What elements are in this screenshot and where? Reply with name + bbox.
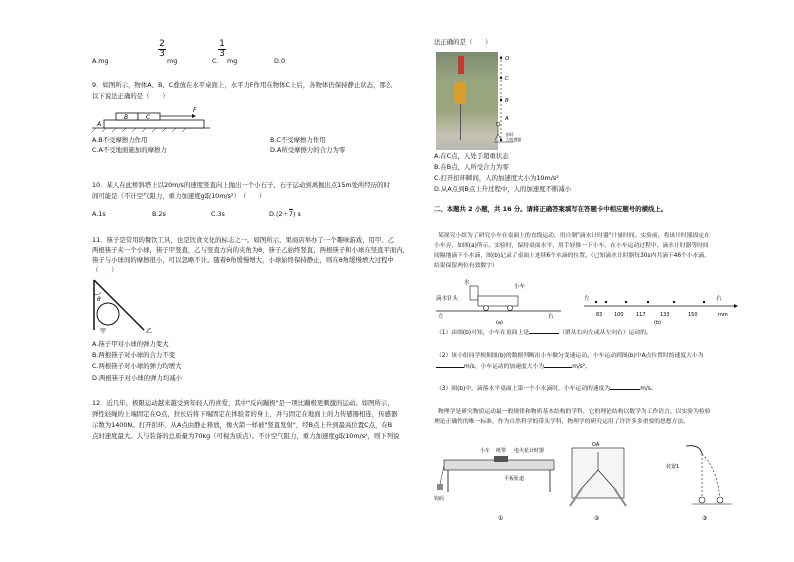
q12-position-diagram (494, 52, 554, 152)
q12-option-c: C.打开扣环瞬间，人的加速度大小为10m/s² (434, 174, 559, 182)
q8-option-c-fraction: 1 3 (219, 39, 225, 59)
drip-head-label: 滴水针头 (436, 296, 459, 302)
bungee-cord (460, 104, 461, 140)
q12-option-b: B.在B点，人所受合力为零 (434, 163, 509, 171)
car-label: 小车 (480, 448, 491, 454)
q10-option-d: D.(2＋7) s (269, 210, 301, 218)
q8-option-d: D.0 (274, 57, 286, 65)
drop-4 (673, 301, 675, 303)
q11-option-d: D.两根筷子对小球的弹力均减小 (92, 374, 183, 382)
answer-blank-1[interactable] (529, 333, 559, 334)
right-label-b: 右 (716, 296, 722, 302)
answer-blank-2[interactable] (436, 367, 464, 368)
ball (97, 303, 119, 325)
yi-label: 乙 (146, 328, 153, 334)
point-c: C (505, 76, 509, 82)
point-o: O (505, 56, 510, 62)
q8-option-c-unit: mg (227, 57, 238, 65)
tick-2: 117 (636, 312, 646, 318)
cart-body (478, 296, 518, 306)
left-column (60, 0, 425, 562)
q12-stem-line4: 点时速度最大。人与装备的总质量为70kg（可视为质点）。不计空气阻力，重力加速度g取10m/s²，则下列说 (92, 432, 400, 440)
left-label-b: 左 (584, 296, 590, 302)
right-column (434, 0, 774, 562)
cart-block (494, 456, 508, 462)
left-label: 左 (438, 314, 444, 320)
q13-stem-line3: 间隔地滴下小水滴，图(b)记录了桌面上连续6个水滴的位置。（已知滴水计时器每30s内共滴下46个小水滴， (434, 253, 711, 259)
q11-stem-line4: （ ） (92, 266, 118, 274)
right-label: 右 (548, 314, 554, 320)
fig3-caption: ③ (702, 515, 708, 522)
block-a (104, 120, 204, 128)
q10-stem-line1: 10．某人在此桥斜塔上以20m/s的速度竖直向上抛出一个小石子，石子运动到离抛出点15m处所经历的时 (92, 181, 390, 189)
q13-sub1: （1）由图(b)可知，小车在桌面上是 （填从右向左或从左向右）运动的。 (436, 330, 652, 336)
fig-a-caption: (a) (496, 320, 503, 326)
q11-stem-line3: 筷子与小球间的摩擦很小，可以忽略不计。随着θ角缓慢增大，小球始终保持静止，则在θ角缓慢增大过程中 (92, 256, 394, 264)
q13-stem-line2: 小车旁，如图(a)所示。实验时，保持桌面水平，用手轻推一下小车。在小车运动过程中，滴水计时器等时间 (434, 243, 709, 249)
sqrt-radicand: 7 (288, 210, 293, 218)
q10-option-a: A.1s (92, 210, 106, 218)
sensor-label: 力传感器 (506, 137, 522, 142)
q9-option-b: B.C不受摩擦力作用 (270, 136, 326, 144)
q13-sub2-line2: m/s，小车运动的加速度大小为 m/s²。 (436, 363, 591, 372)
q11-option-a: A.筷子甲对小球的弹力变大 (92, 340, 169, 348)
tick-3: 133 (660, 312, 670, 318)
fig1-caption: ① (498, 515, 504, 522)
q13-figure-a-cart (436, 276, 566, 326)
q11-stem-line2: 两根筷子夹一个小球，筷子甲竖直，乙与竖直方向的夹角为θ，筷子乙始终竖直，两根筷子和小球在竖直平面内， (92, 246, 410, 254)
q14-stem-line1: 物理学是研究物质运动最一般规律和物质基本结构的学科，它的理论结构以数学为工作语言，以实验为检验 (438, 409, 711, 415)
label-b: B (124, 114, 129, 121)
point-b: B (505, 98, 509, 104)
board-label: 平板轨道 (504, 476, 525, 482)
weight-label: 钩码 (434, 496, 445, 502)
tick-4: 150 (688, 312, 698, 318)
tick-1: 100 (614, 312, 624, 318)
q12-stem-line2: 弹性轻绳的上端固定在O点，拉长后将下端固定在体验者的身上，并与固定在地面上的力传感器相连，传感器 (92, 410, 398, 418)
ball-b (717, 497, 723, 503)
device-label: 装置1 (666, 464, 680, 470)
q14-figure-2-board (564, 440, 634, 524)
tape-label: 纸带 (496, 448, 507, 454)
tick-0: 83 (596, 312, 603, 318)
q11-stem-line1: 11．筷子是常用的餐饮工具，也是饮食文化的标志之一。如图所示，果商店举办了一个趣味游戏，用甲、乙 (92, 236, 395, 244)
timer-label: 电火花计时器 (514, 448, 545, 454)
drop-2 (625, 301, 627, 303)
answer-blank-3[interactable] (544, 367, 572, 368)
q12-stem-continued: 法正确的是（ ） (434, 38, 492, 46)
label-f: F (193, 107, 197, 114)
q10-option-b: B.2s (152, 210, 166, 218)
q9-option-a: A.B不受摩擦力作用 (92, 136, 148, 144)
water-label: 水 (464, 280, 470, 286)
q9-stem-line1: 9．如图所示，物体A、B、C叠放在水平桌面上，水平力F作用在物体C上后，各物体仍保持静止状态，那么 (92, 81, 393, 89)
label-c: C (146, 114, 151, 121)
jumper-figure (454, 82, 466, 104)
section-2-heading: 二、本题共 2 小题，共 16 分。请将正确答案填写在答题卡中相应题号的横线上。 (434, 205, 668, 213)
answer-blank-4[interactable] (610, 389, 640, 390)
q14-figure-1-track (434, 444, 564, 524)
q13-sub3: （3）图(b)中，滴落水平桌面上第一个小水滴时，小车运动的速度为 m/s。 (436, 386, 657, 392)
q11-option-c: C.两根筷子对小球的弹力均增大 (92, 362, 182, 370)
person-head-icon (496, 122, 500, 126)
q8-option-a: A.mg (92, 57, 109, 65)
q8-option-b-fraction: 2 3 (159, 39, 165, 59)
q13-stem-line4: 结果保留两位有效数字） (434, 263, 498, 269)
theta-label: θ (97, 296, 101, 303)
q13-stem-line1: 某探究小组为了研究小车在桌面上的直线运动，用自制"滴水计时器"计量时间。实验前，将该计时器固定在 (438, 233, 710, 239)
cart-label: 小车 (514, 284, 526, 290)
q12-stem-line3: 示数为1400N。打开扣环，从A点由静止释放，像火箭一样被"竖直发射"，经B点上升到最高位置C点，在B (92, 421, 393, 429)
q9-option-d: D.A所受摩擦力的合力为零 (270, 146, 346, 154)
q9-stacked-blocks-figure (92, 104, 212, 132)
q9-stem-line2: 以下说法正确的是（ ） (92, 92, 169, 100)
trajectory-curve (702, 454, 720, 498)
q12-option-a: A.在C点，人处于超重状态 (434, 152, 509, 160)
unit-label: mm (718, 312, 728, 318)
q8-option-b-unit: mg (167, 57, 178, 65)
q14-figure-3-projectile (662, 438, 734, 524)
oa-label: OA (592, 442, 600, 448)
drop-5 (703, 301, 705, 303)
q13-figure-b-drops (584, 290, 774, 326)
buckle-label: 扣环 (506, 132, 514, 137)
reverse-bungee-photo (436, 52, 498, 150)
q12-option-d: D.从A点到B点上升过程中，人的加速度不断减小 (434, 185, 572, 193)
drop-3 (647, 301, 649, 303)
drop-0 (595, 301, 597, 303)
fig-b-caption: (b) (654, 320, 662, 326)
q11-chopsticks-figure (90, 278, 160, 334)
q13-sub2-line1: （2）该小组同学根据图(b)的数据判断出小车做匀变速运动。小车运动到图(b)中A点位置时的速度大小为 (436, 353, 704, 359)
point-a: A (505, 116, 509, 122)
drip-timer (470, 286, 478, 300)
jia-label: 甲 (100, 328, 107, 334)
ball-a (699, 497, 705, 503)
weight-block (437, 484, 443, 490)
label-a: A (97, 121, 102, 128)
q10-option-c: C.3s (211, 210, 225, 218)
red-tower-element (458, 56, 464, 74)
q10-stem-line2: 间可能是（不计空气阻力，重力加速度g取10m/s²） （ ） (92, 192, 266, 200)
q11-option-b: B.两根筷子对小球的合力不变 (92, 351, 176, 359)
q14-stem-line2: 理论正确性的唯一标准，作为自然科学的带头学科，物理学的研究运用了许许多多重要的思想方法。 (434, 419, 690, 425)
q12-stem-line1: 12．近几年，极限运动越来越受到年轻人的喜爱，其中"反向蹦极"是一项比蹦极更刺激的运动。如图所示， (92, 399, 394, 407)
q9-option-c: C.A不受地面施加的摩擦力 (92, 146, 167, 154)
drop-1 (605, 301, 607, 303)
q8-option-c-prefix: C. (212, 57, 219, 65)
fig2-caption: ② (594, 515, 600, 522)
